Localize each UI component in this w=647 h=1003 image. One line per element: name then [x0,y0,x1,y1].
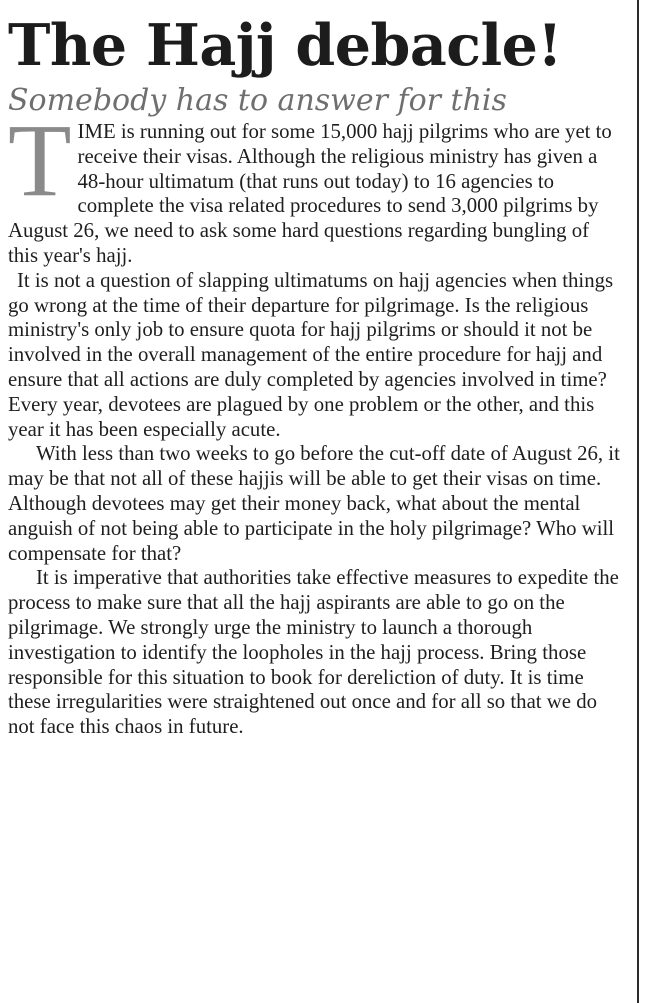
subheadline: Somebody has to answer for this [8,83,507,118]
paragraph-3: With less than two weeks to go before the cut-off date of August 26, it may be that not all of these hajjis will be able to get their visas on time. Although devotees may get their money back, what about the mental anguish of not being able to participate in the holy pilgrimage? Who will compensate for that? [8,442,620,565]
paragraph-1-text: IME is running out for some 15,000 hajj pilgrims who are yet to receive their visas. Although the religious ministry has given a 48-hour ultimatum (that runs out today) to 16 agencies to complete the visa related procedures to send 3,000 pilgrims by August 26, we need to ask some hard questions regarding bungling of this year's hajj. [8,120,612,267]
headline: The Hajj debacle! [8,12,562,79]
paragraph-1 [8,103,620,269]
article-body [8,103,620,740]
column-rule [637,0,639,1003]
drop-cap: T [8,103,72,218]
paragraph-4: It is imperative that authorities take effective measures to expedite the process to make sure that all the hajj aspirants are able to go on the pilgrimage. We strongly urge the ministry to launch a thorough investigation to identify the loopholes in the hajj process. Bring those responsible for this situation to book for dereliction of duty. It is time these irregularities were straightened out once and for all so that we do not face this chaos in future. [8,566,619,739]
paragraph-2: It is not a question of slapping ultimatums on hajj agencies when things go wrong at the time of their departure for pilgrimage. Is the religious ministry's only job to ensure quota for hajj pilgrims or should it not be involved in the overall management of the entire procedure for hajj and ensure that all actions are duly completed by agencies involved in time? Every year, devotees are plagued by one problem or the other, and this year it has been especially acute. [8,268,614,441]
editorial-article [8,10,620,740]
